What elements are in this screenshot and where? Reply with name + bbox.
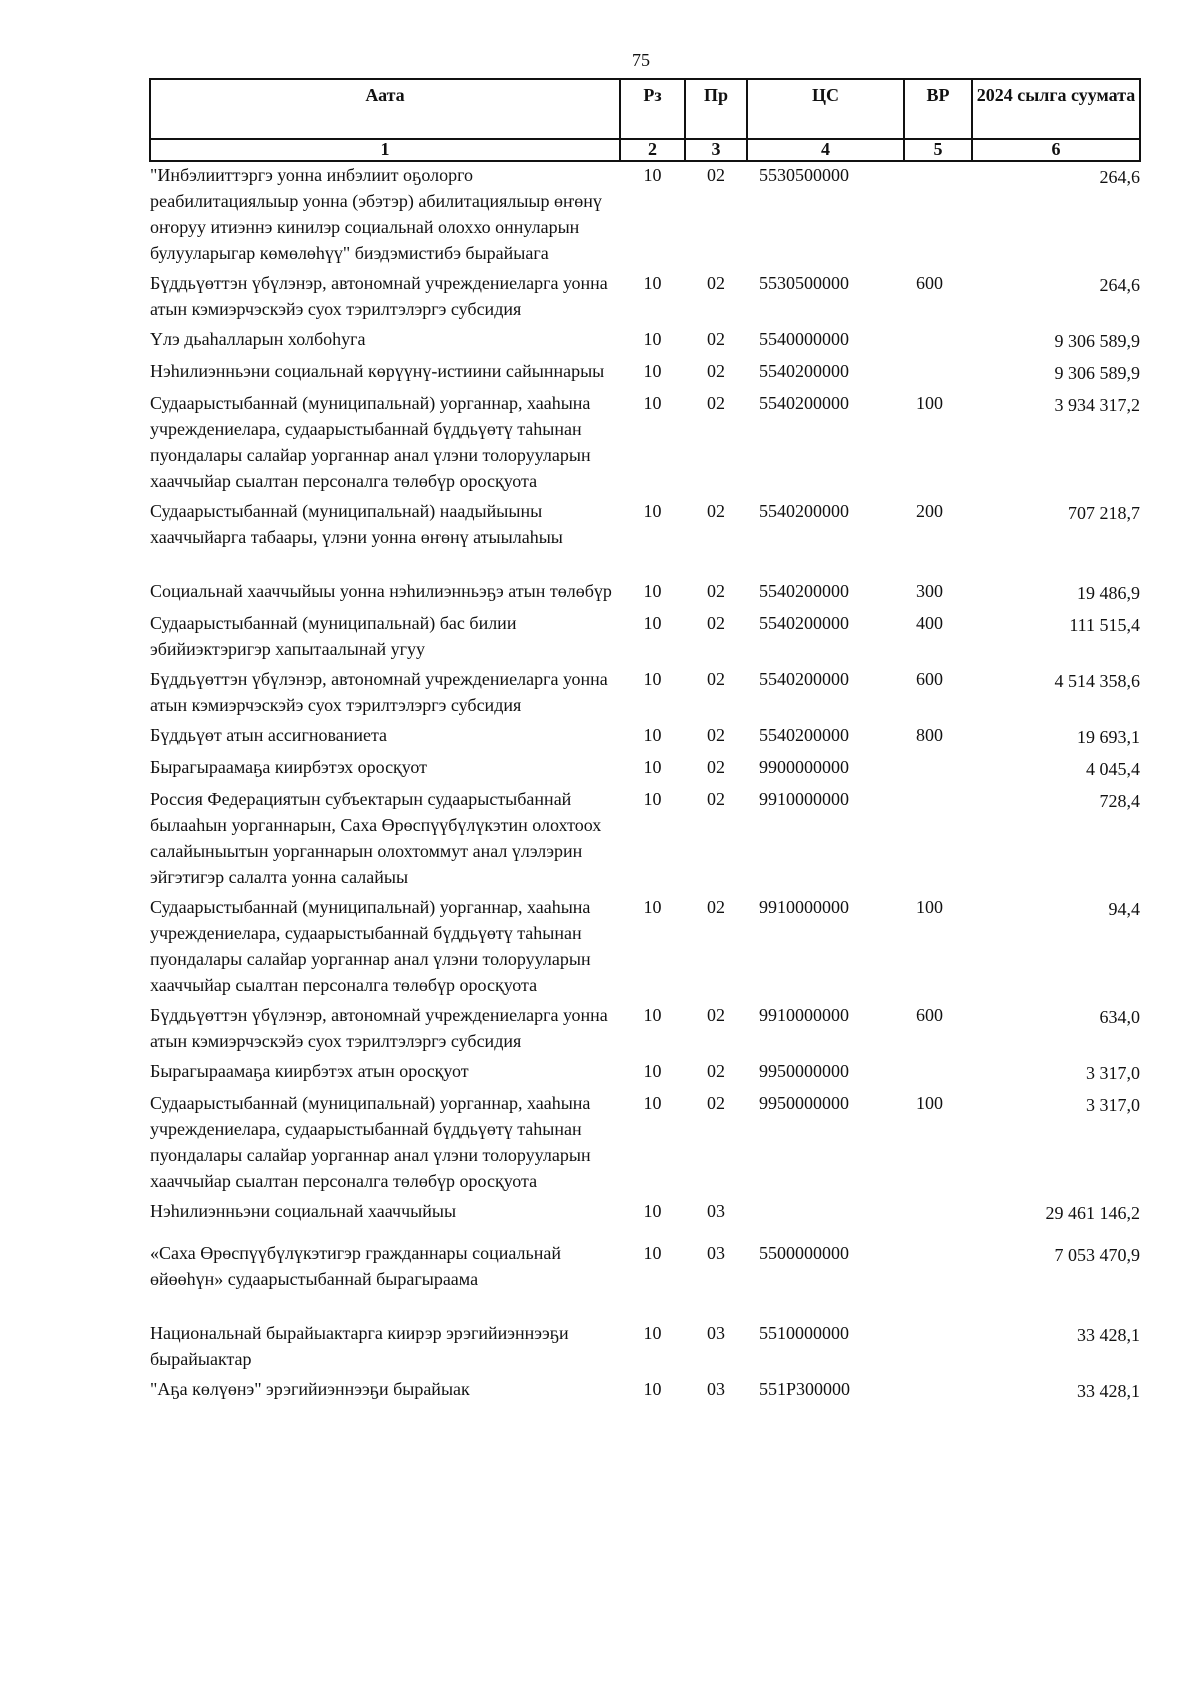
row-cs: 9910000000 — [759, 789, 849, 809]
row-amount: 3 934 317,2 — [1054, 395, 1140, 415]
row-vr: 300 — [916, 581, 943, 601]
table-row — [150, 1320, 1140, 1376]
table-row — [150, 326, 1140, 358]
row-vr — [904, 326, 972, 358]
row-cs: 9950000000 — [759, 1061, 849, 1081]
row-name: Үлэ дьаһалларын холбоһуга — [150, 329, 366, 349]
row-vr: 400 — [916, 613, 943, 633]
row-pr: 02 — [707, 581, 725, 601]
row-pr: 02 — [707, 669, 725, 689]
row-cs: 5540200000 — [759, 581, 849, 601]
header-pr: Пр — [685, 79, 747, 139]
header-num-4: 4 — [747, 139, 904, 161]
row-cs: 9910000000 — [759, 1005, 849, 1025]
table-row — [150, 578, 1140, 610]
table-row — [150, 1376, 1140, 1408]
header-num-6: 6 — [972, 139, 1140, 161]
row-name: Нэһилиэнньэни социальнай хааччыйыы — [150, 1201, 457, 1221]
row-amount: 3 317,0 — [1086, 1095, 1140, 1115]
row-cs: 5540200000 — [759, 725, 849, 745]
row-name: Судаарыстыбаннай (муниципальнай) уорганнар, хааһына учреждениелара, судаарыстыбаннай бүддьүөтү таһынан пуондалары салайар уорганнар анал үлэни толорууларын хааччыйар сыалтан персоналга төлөбүр оросқуота — [150, 1093, 591, 1191]
row-vr — [904, 1198, 972, 1240]
row-vr — [904, 754, 972, 786]
table-row — [150, 1240, 1140, 1320]
row-vr — [904, 1058, 972, 1090]
row-cs: 9900000000 — [759, 757, 849, 777]
row-amount: 9 306 589,9 — [1054, 331, 1140, 351]
table-row — [150, 722, 1140, 754]
row-name: Бырагыраамаҕа киирбэтэх оросқуот — [150, 757, 427, 777]
row-cs: 551P300000 — [759, 1379, 851, 1399]
row-rz: 10 — [643, 1005, 662, 1025]
row-cs: 5530500000 — [759, 273, 849, 293]
row-cs: 5510000000 — [759, 1323, 849, 1343]
row-name: Бүддьүөттэн үбүлэнэр, автономнай учреждениеларга уонна атын кэмиэрчэскэйэ суох тэрилтэлэргэ субсидия — [150, 1005, 608, 1051]
header-amount: 2024 сылга суумата — [972, 79, 1140, 139]
row-cs: 5540000000 — [759, 329, 849, 349]
table-row — [150, 1058, 1140, 1090]
row-name: Бүддьүөт атын ассигнованиета — [150, 725, 388, 745]
row-amount: 4 514 358,6 — [1054, 671, 1140, 691]
row-name: Нэһилиэнньэни социальнай көрүүнү-истиини сайыннарыы — [150, 361, 605, 381]
row-rz: 10 — [643, 329, 662, 349]
row-cs: 5540200000 — [759, 361, 849, 381]
row-vr — [904, 786, 972, 894]
row-vr — [904, 1320, 972, 1376]
row-name: Судаарыстыбаннай (муниципальнай) уорганнар, хааһына учреждениелара, судаарыстыбаннай бүддьүөтү таһынан пуондалары салайар уорганнар анал үлэни толорууларын хааччыйар сыалтан персоналга төлөбүр оросқуота — [150, 897, 591, 995]
row-amount: 19 486,9 — [1077, 583, 1140, 603]
row-pr: 02 — [707, 329, 725, 349]
row-rz: 10 — [643, 361, 662, 381]
row-cs: 5540200000 — [759, 501, 849, 521]
row-name: Национальнай бырайыактарга киирэр эрэгийиэннээҕи бырайыактар — [150, 1323, 569, 1369]
row-name: "Аҕа көлүөнэ" эрэгийиэннээҕи бырайыак — [150, 1379, 470, 1399]
row-name: Социальнай хааччыйыы уонна нэһилиэнньэҕэ атын төлөбүр — [150, 581, 612, 601]
row-pr: 02 — [707, 897, 725, 917]
row-rz: 10 — [643, 501, 662, 521]
row-cs: 5540200000 — [759, 613, 849, 633]
row-vr — [904, 1240, 972, 1320]
row-amount: 33 428,1 — [1077, 1381, 1140, 1401]
row-amount: 7 053 470,9 — [1054, 1245, 1140, 1265]
row-amount: 264,6 — [1099, 275, 1140, 295]
row-pr: 02 — [707, 273, 725, 293]
row-vr — [904, 161, 972, 270]
row-rz: 10 — [643, 725, 662, 745]
row-name: Россия Федерациятын субъектарын судаарыстыбаннай былааһын уорганнарын, Саха Өрөспүүбүлүкэтин олохтоох салайыныытын уорганнарын олохтоммут анал үлэлэрин эйгэтигэр салалта уонна салайыы — [150, 789, 602, 887]
row-name: Бүддьүөттэн үбүлэнэр, автономнай учреждениеларга уонна атын кэмиэрчэскэйэ суох тэрилтэлэргэ субсидия — [150, 669, 608, 715]
row-vr — [904, 358, 972, 390]
row-pr: 02 — [707, 361, 725, 381]
row-amount: 94,4 — [1108, 899, 1140, 919]
row-name: Судаарыстыбаннай (муниципальнай) бас билии эбийиэктэригэр хапытаалынай угуу — [150, 613, 517, 659]
table-row — [150, 270, 1140, 326]
row-name: "Инбэлииттэргэ уонна инбэлиит оҕолорго реабилитациялыыр уонна (эбэтэр) абилитациялыыр өҥөнү оҥоруу итиэннэ кинилэр социальнай олоххо оннуларын булууларыгар көмөлөһүү" биэдэмистибэ бырайыага — [150, 165, 602, 263]
row-rz: 10 — [643, 1323, 662, 1343]
row-name: «Саха Өрөспүүбүлүкэтигэр гражданнары социальнай өйөөһүн» судаарыстыбаннай бырагыраама — [150, 1243, 562, 1289]
row-cs: 5530500000 — [759, 165, 849, 185]
row-pr: 03 — [707, 1201, 725, 1221]
row-vr: 200 — [916, 501, 943, 521]
row-vr: 800 — [916, 725, 943, 745]
row-vr — [904, 1376, 972, 1408]
row-cs: 9950000000 — [759, 1093, 849, 1113]
row-name: Бырагыраамаҕа киирбэтэх атын оросқуот — [150, 1061, 469, 1081]
header-cs: ЦС — [747, 79, 904, 139]
row-pr: 02 — [707, 757, 725, 777]
row-pr: 02 — [707, 789, 725, 809]
row-amount: 29 461 146,2 — [1045, 1203, 1140, 1223]
row-amount: 728,4 — [1099, 791, 1140, 811]
row-amount: 4 045,4 — [1086, 759, 1140, 779]
row-pr: 02 — [707, 725, 725, 745]
row-amount: 111 515,4 — [1069, 615, 1140, 635]
row-rz: 10 — [643, 757, 662, 777]
table-row — [150, 754, 1140, 786]
table-row — [150, 498, 1140, 578]
row-vr: 600 — [916, 669, 943, 689]
row-cs — [747, 1198, 904, 1240]
row-amount: 264,6 — [1099, 167, 1140, 187]
row-pr: 02 — [707, 165, 725, 185]
header-name: Аата — [150, 79, 620, 139]
row-rz: 10 — [643, 1061, 662, 1081]
row-vr: 600 — [916, 1005, 943, 1025]
row-rz: 10 — [643, 1379, 662, 1399]
table-row — [150, 1002, 1140, 1058]
table-row — [150, 666, 1140, 722]
row-vr: 100 — [916, 897, 943, 917]
header-rz: Рз — [620, 79, 685, 139]
table-row — [150, 610, 1140, 666]
row-pr: 02 — [707, 1093, 725, 1113]
row-pr: 03 — [707, 1323, 725, 1343]
row-rz: 10 — [643, 669, 662, 689]
table-row — [150, 1090, 1140, 1198]
row-vr: 100 — [916, 393, 943, 413]
row-amount: 9 306 589,9 — [1054, 363, 1140, 383]
table-row — [150, 161, 1140, 270]
row-name: Судаарыстыбаннай (муниципальнай) уорганнар, хааһына учреждениелара, судаарыстыбаннай бүддьүөтү таһынан пуондалары салайар уорганнар анал үлэни толорууларын хааччыйар сыалтан персоналга төлөбүр оросқуота — [150, 393, 591, 491]
header-num-3: 3 — [685, 139, 747, 161]
row-name: Судаарыстыбаннай (муниципальнай) наадыйыыны хааччыйарга табаары, үлэни уонна өҥөнү атыылаһыы — [150, 501, 563, 547]
row-rz: 10 — [643, 897, 662, 917]
header-num-5: 5 — [904, 139, 972, 161]
row-rz: 10 — [643, 1201, 662, 1221]
row-rz: 10 — [643, 613, 662, 633]
row-name: Бүддьүөттэн үбүлэнэр, автономнай учреждениеларга уонна атын кэмиэрчэскэйэ суох тэрилтэлэргэ субсидия — [150, 273, 608, 319]
table-body — [150, 161, 1140, 1408]
row-rz: 10 — [643, 165, 662, 185]
row-amount: 33 428,1 — [1077, 1325, 1140, 1345]
row-rz: 10 — [643, 273, 662, 293]
table-row — [150, 894, 1140, 1002]
row-pr: 02 — [707, 1005, 725, 1025]
table-row — [150, 786, 1140, 894]
row-amount: 3 317,0 — [1086, 1063, 1140, 1083]
header-num-1: 1 — [150, 139, 620, 161]
row-pr: 02 — [707, 1061, 725, 1081]
row-pr: 03 — [707, 1379, 725, 1399]
row-rz: 10 — [643, 1093, 662, 1113]
row-cs: 9910000000 — [759, 897, 849, 917]
row-rz: 10 — [643, 581, 662, 601]
row-amount: 634,0 — [1099, 1007, 1140, 1027]
row-rz: 10 — [643, 393, 662, 413]
row-vr: 600 — [916, 273, 943, 293]
table-row — [150, 1198, 1140, 1240]
row-amount: 19 693,1 — [1077, 727, 1140, 747]
row-cs: 5500000000 — [759, 1243, 849, 1263]
budget-table — [149, 78, 1141, 1408]
page-number: 75 — [632, 50, 650, 70]
row-pr: 03 — [707, 1243, 725, 1263]
header-vr: ВР — [904, 79, 972, 139]
row-rz: 10 — [643, 1243, 662, 1263]
row-pr: 02 — [707, 501, 725, 521]
header-num-2: 2 — [620, 139, 685, 161]
row-cs: 5540200000 — [759, 669, 849, 689]
row-rz: 10 — [643, 789, 662, 809]
row-amount: 707 218,7 — [1068, 503, 1140, 523]
row-vr: 100 — [916, 1093, 943, 1113]
row-pr: 02 — [707, 393, 725, 413]
row-cs: 5540200000 — [759, 393, 849, 413]
table-row — [150, 390, 1140, 498]
table-row — [150, 358, 1140, 390]
row-pr: 02 — [707, 613, 725, 633]
